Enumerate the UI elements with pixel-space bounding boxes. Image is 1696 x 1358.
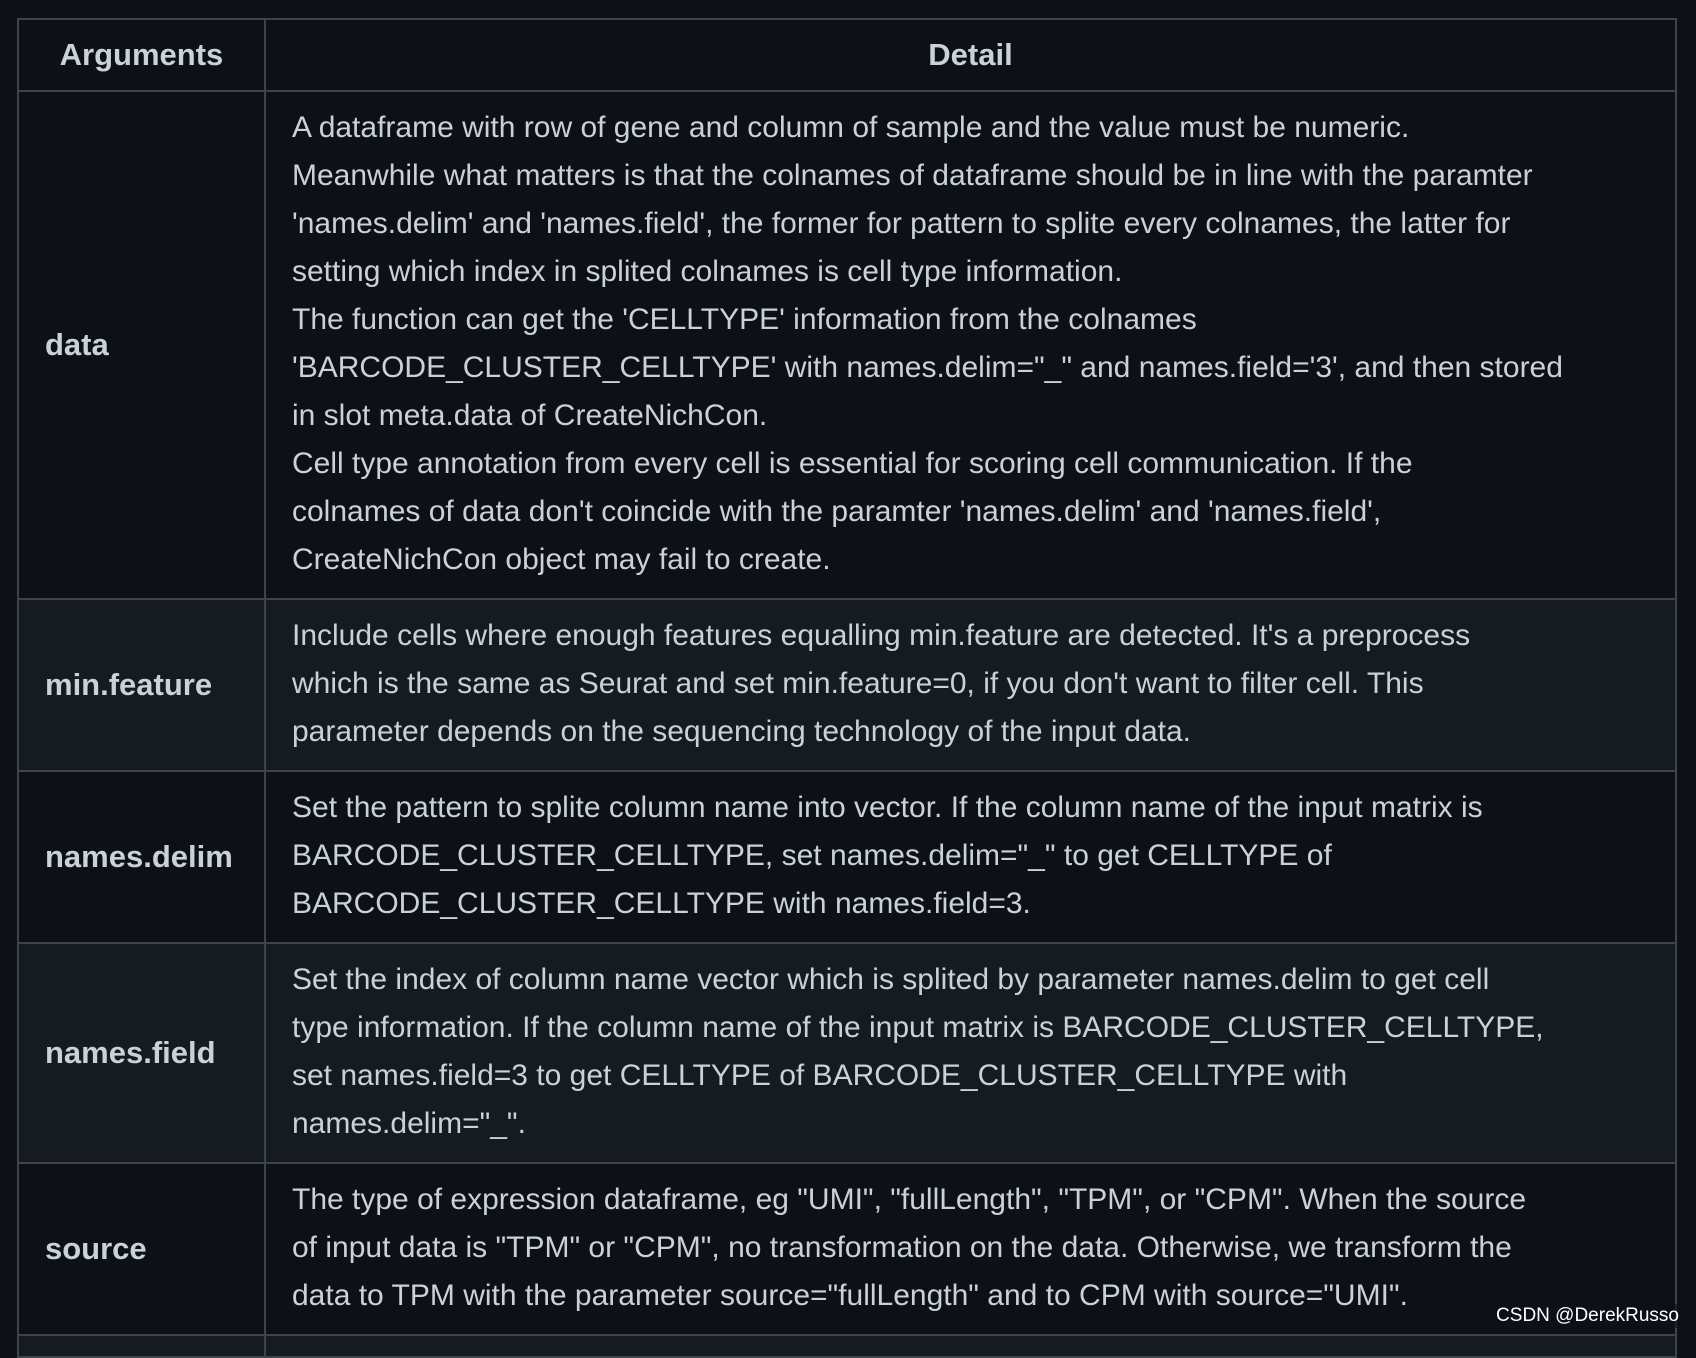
detail-line: parameter depends on the sequencing technology of the input data. — [292, 715, 1191, 748]
detail-line: of input data is "TPM" or "CPM", no transformation on the data. Otherwise, we transform the — [292, 1231, 1512, 1264]
detail-line: BARCODE_CLUSTER_CELLTYPE with names.field=3. — [292, 887, 1031, 920]
table-row — [18, 91, 1676, 599]
detail-line: BARCODE_CLUSTER_CELLTYPE, set names.delim="_" to get CELLTYPE of — [292, 839, 1332, 872]
table-row — [18, 599, 1676, 771]
detail-line: Include cells where enough features equalling min.feature are detected. It's a preprocess — [292, 619, 1471, 652]
detail-cell — [265, 1163, 1676, 1335]
argument-cell: min.feature — [18, 599, 265, 771]
detail-line: A dataframe with row of gene and column of sample and the value must be numeric. — [292, 111, 1410, 144]
header-arguments: Arguments — [18, 19, 265, 91]
argument-cell-empty — [18, 1335, 265, 1357]
detail-line: which is the same as Seurat and set min.feature=0, if you don't want to filter cell. This — [292, 667, 1424, 700]
detail-line: The function can get the 'CELLTYPE' information from the colnames — [292, 303, 1197, 336]
detail-cell — [265, 91, 1676, 599]
detail-cell — [265, 599, 1676, 771]
detail-line: data to TPM with the parameter source="fullLength" and to CPM with source="UMI". — [292, 1279, 1408, 1312]
arguments-table — [17, 18, 1677, 1358]
argument-cell: source — [18, 1163, 265, 1335]
detail-cell — [265, 771, 1676, 943]
detail-cell-empty — [265, 1335, 1676, 1357]
argument-cell: data — [18, 91, 265, 599]
detail-cell — [265, 943, 1676, 1163]
detail-line: CreateNichCon object may fail to create. — [292, 543, 831, 576]
detail-line: 'BARCODE_CLUSTER_CELLTYPE' with names.delim="_" and names.field='3', and then stored — [292, 351, 1563, 384]
header-detail: Detail — [265, 19, 1676, 91]
detail-line: The type of expression dataframe, eg "UMI", "fullLength", "TPM", or "CPM". When the source — [292, 1183, 1527, 1216]
table-row — [18, 1163, 1676, 1335]
detail-line: Set the pattern to splite column name into vector. If the column name of the input matrix is — [292, 791, 1483, 824]
argument-cell: names.delim — [18, 771, 265, 943]
argument-cell: names.field — [18, 943, 265, 1163]
detail-line: colnames of data don't coincide with the paramter 'names.delim' and 'names.field', — [292, 495, 1382, 528]
detail-line: names.delim="_". — [292, 1107, 526, 1140]
table-header-row — [18, 19, 1676, 91]
detail-line: setting which index in splited colnames is cell type information. — [292, 255, 1123, 288]
detail-line: in slot meta.data of CreateNichCon. — [292, 399, 768, 432]
detail-line: 'names.delim' and 'names.field', the former for pattern to splite every colnames, the latter for — [292, 207, 1511, 240]
detail-line: Set the index of column name vector which is splited by parameter names.delim to get cell — [292, 963, 1490, 996]
table-row — [18, 771, 1676, 943]
table-body — [18, 91, 1676, 1357]
detail-line: type information. If the column name of the input matrix is BARCODE_CLUSTER_CELLTYPE, — [292, 1011, 1544, 1044]
detail-line: Meanwhile what matters is that the colnames of dataframe should be in line with the paramter — [292, 159, 1533, 192]
detail-line: set names.field=3 to get CELLTYPE of BARCODE_CLUSTER_CELLTYPE with — [292, 1059, 1348, 1092]
detail-line: Cell type annotation from every cell is essential for scoring cell communication. If the — [292, 447, 1413, 480]
table-row — [18, 943, 1676, 1163]
watermark: CSDN @DerekRusso — [1493, 1304, 1682, 1328]
table-row-partial — [18, 1335, 1676, 1357]
